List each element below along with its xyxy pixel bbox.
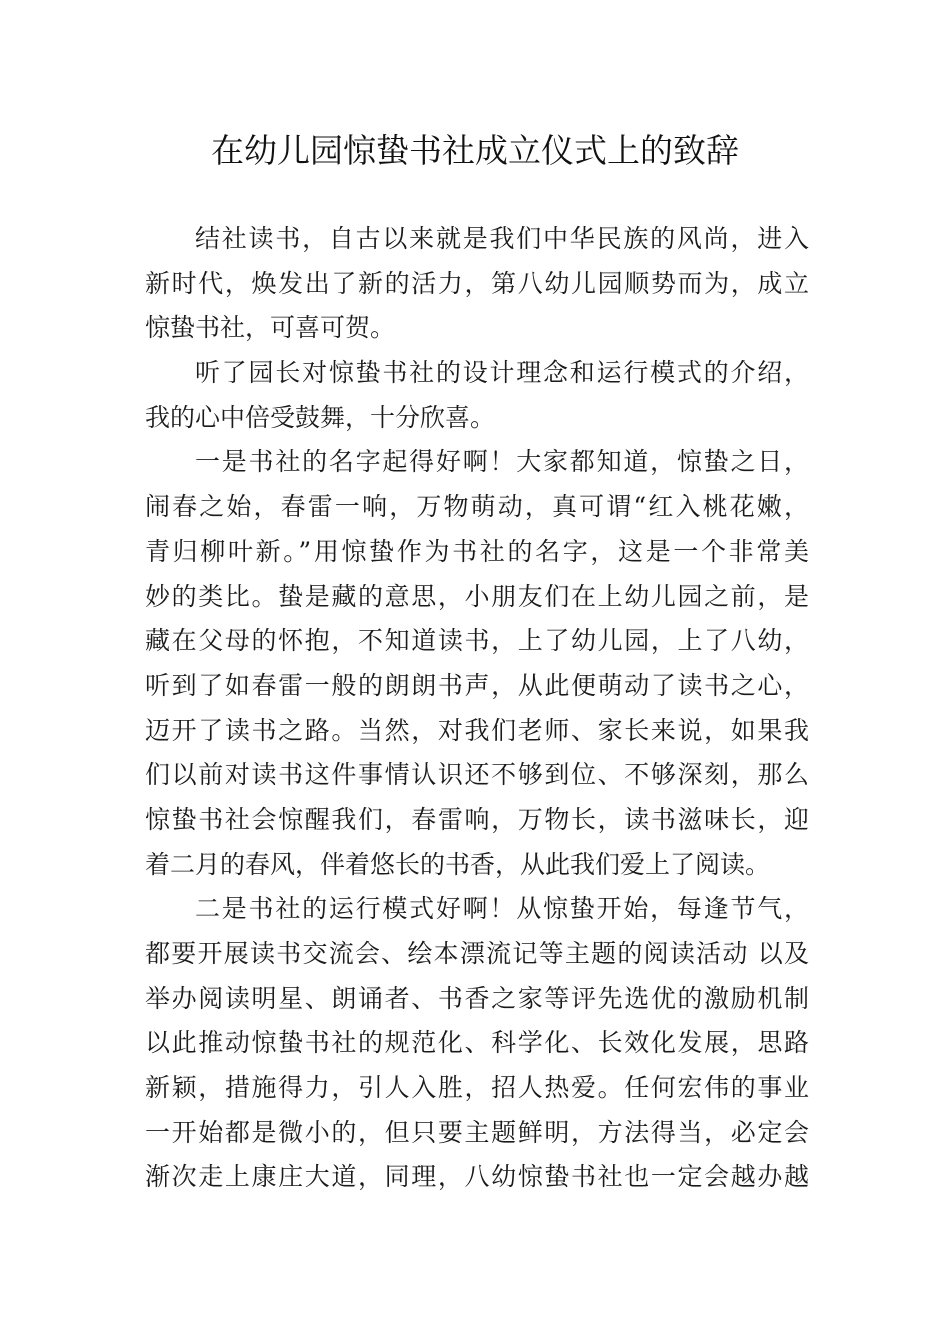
paragraph-4-line-5: 新颖，措施得力，引人入胜，招人热爱。任何宏伟的事业	[145, 1073, 809, 1103]
paragraph-3-line-10: 着二月的春风，伴着悠长的书香，从此我们爱上了阅读。	[145, 849, 771, 879]
paragraph-3-line-6: 听到了如春雷一般的朗朗书声，从此便萌动了读书之心，	[145, 670, 809, 700]
paragraph-4-line-3: 举办阅读明星、朗诵者、书香之家等评先选优的激励机制	[145, 983, 809, 1013]
paragraph-3-line-7: 迈开了读书之路。当然，对我们老师、家长来说，如果我	[145, 715, 809, 745]
paragraph-4-line-1: 二是书社的运行模式好啊！从惊蛰开始，每逢节气，	[195, 894, 809, 924]
paragraph-3-line-4: 妙的类比。蛰是藏的意思，小朋友们在上幼儿园之前，是	[145, 581, 809, 611]
paragraph-4-line-7: 渐次走上康庄大道，同理，八幼惊蛰书社也一定会越办越	[145, 1162, 809, 1192]
paragraph-3-line-8: 们以前对读书这件事情认识还不够到位、不够深刻，那么	[145, 760, 809, 790]
paragraph-3-line-5: 藏在父母的怀抱，不知道读书，上了幼儿园，上了八幼，	[145, 626, 809, 656]
paragraph-2-line-1: 听了园长对惊蛰书社的设计理念和运行模式的介绍，	[195, 358, 809, 388]
paragraph-1-line-3: 惊蛰书社，可喜可贺。	[145, 313, 396, 343]
paragraph-1-line-1: 结社读书，自古以来就是我们中华民族的风尚，进入	[195, 224, 809, 253]
document-body	[145, 217, 809, 1200]
paragraph-4-line-2: 都要开展读书交流会、绘本漂流记等主题的阅读活动 以及	[145, 939, 809, 968]
paragraph-4-line-4: 以此推动惊蛰书社的规范化、科学化、长效化发展，思路	[145, 1028, 809, 1058]
paragraph-3-line-2: 闹春之始，春雷一响，万物萌动，真可谓“红入桃花嫩，	[145, 492, 809, 522]
paragraph-3-line-1: 一是书社的名字起得好啊！大家都知道，惊蛰之日，	[195, 447, 809, 477]
document-title: 在幼儿园惊蛰书社成立仪式上的致辞	[211, 131, 739, 170]
paragraph-3-line-3: 青归柳叶新。”用惊蛰作为书社的名字，这是一个非常美	[145, 536, 809, 566]
paragraph-1-line-2: 新时代，焕发出了新的活力，第八幼儿园顺势而为，成立	[145, 268, 809, 298]
paragraph-2-line-2: 我的心中倍受鼓舞，十分欣喜。	[145, 402, 496, 432]
paragraph-3-line-9: 惊蛰书社会惊醒我们，春雷响，万物长，读书滋味长，迎	[145, 804, 809, 834]
paragraph-4-line-6: 一开始都是微小的，但只要主题鲜明，方法得当，必定会	[145, 1117, 809, 1147]
